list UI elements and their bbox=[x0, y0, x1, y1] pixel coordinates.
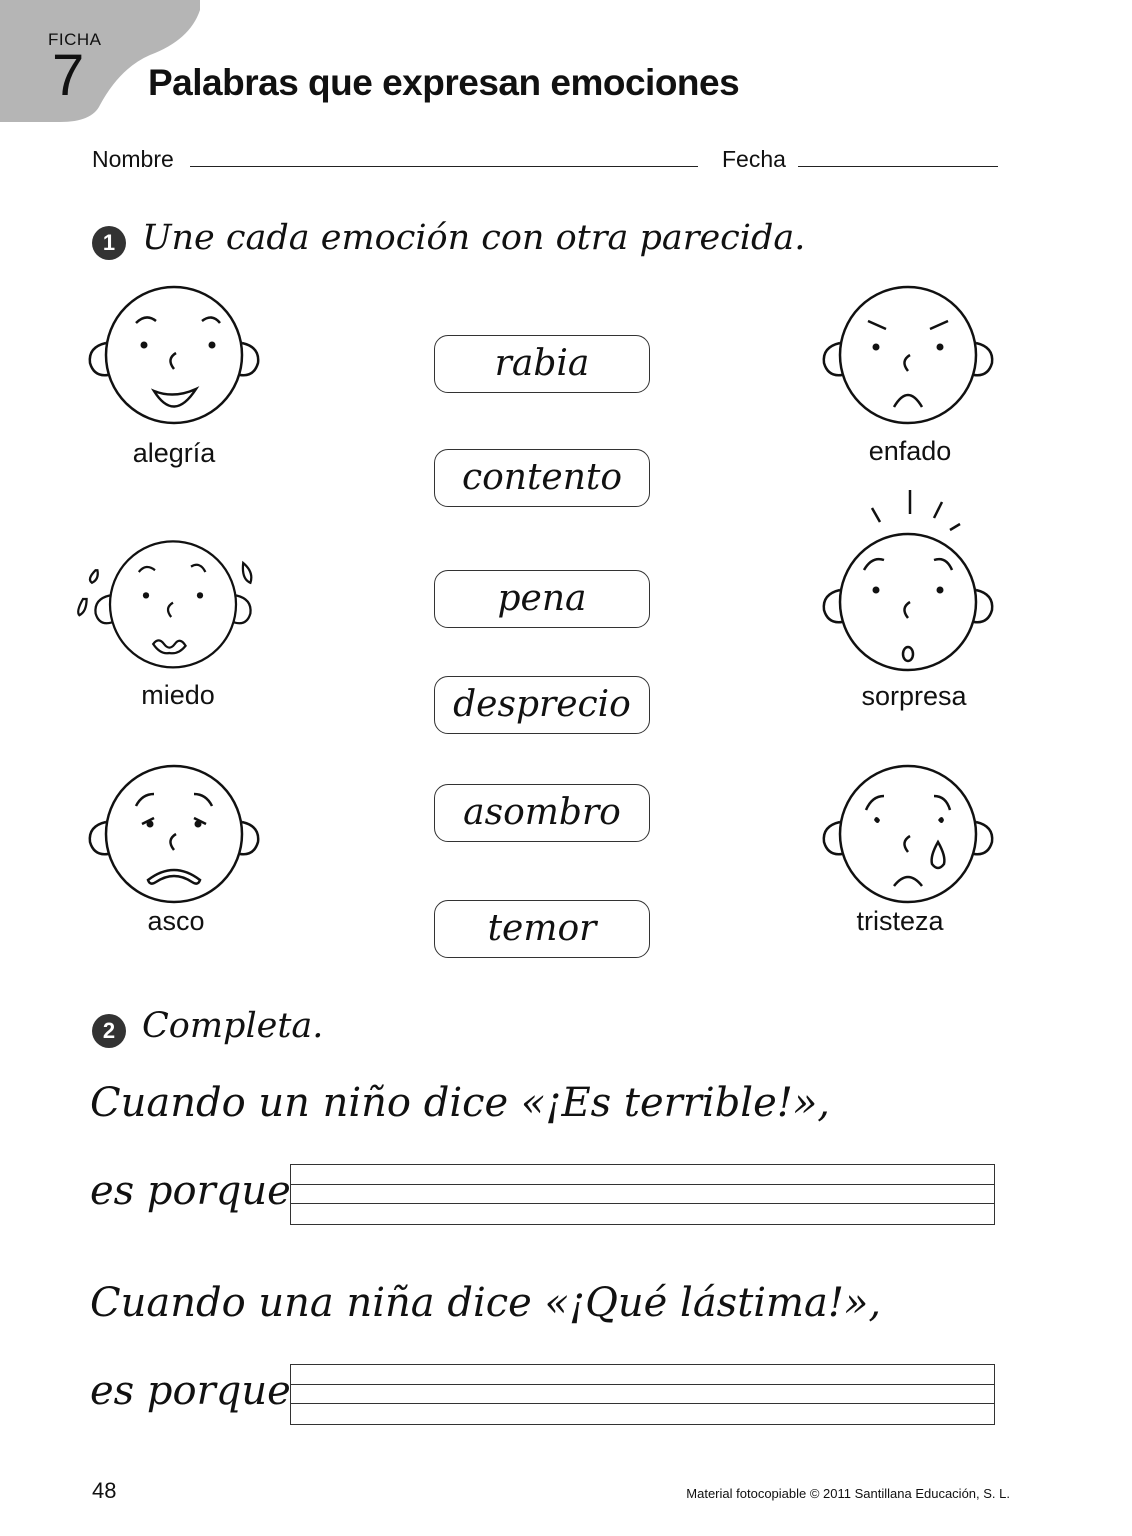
porque-label-1: es porque bbox=[90, 1168, 291, 1214]
exercise-1-number: 1 bbox=[92, 226, 126, 260]
face-label-alegria: alegría bbox=[132, 438, 216, 468]
word-box-asombro[interactable]: asombro bbox=[434, 784, 650, 842]
angry-face-icon bbox=[818, 283, 998, 443]
scared-face-icon bbox=[74, 528, 254, 688]
ficha-number: 7 bbox=[52, 43, 85, 108]
exercise-1-instruction: Une cada emoción con otra parecida. bbox=[142, 218, 806, 258]
face-label-tristeza: tristeza bbox=[856, 906, 944, 936]
page-number: 48 bbox=[92, 1478, 117, 1503]
word-box-pena[interactable]: pena bbox=[434, 570, 650, 628]
answer-lines-2[interactable] bbox=[290, 1364, 995, 1425]
word-box-contento[interactable]: contento bbox=[434, 449, 650, 507]
copyright-footer: Material fotocopiable © 2011 Santillana Educación, S. L. bbox=[686, 1486, 1010, 1501]
happy-face-icon bbox=[84, 283, 264, 443]
disgust-face-icon bbox=[84, 760, 264, 920]
face-label-enfado: enfado bbox=[868, 436, 952, 466]
face-label-asco: asco bbox=[147, 906, 205, 936]
nombre-label: Nombre bbox=[92, 146, 174, 172]
exercise-2-instruction: Completa. bbox=[142, 1006, 324, 1046]
porque-label-2: es porque bbox=[90, 1368, 291, 1414]
word-box-temor[interactable]: temor bbox=[434, 900, 650, 958]
sad-face-icon bbox=[818, 760, 998, 920]
exercise-2-number: 2 bbox=[92, 1014, 126, 1048]
ficha-label: FICHA bbox=[48, 30, 102, 49]
sentence-1: Cuando un niño dice «¡Es terrible!», bbox=[90, 1080, 831, 1126]
fecha-field[interactable] bbox=[798, 166, 998, 167]
sentence-2: Cuando una niña dice «¡Qué lástima!», bbox=[90, 1280, 882, 1326]
nombre-field[interactable] bbox=[190, 166, 698, 167]
word-box-desprecio[interactable]: desprecio bbox=[434, 676, 650, 734]
answer-lines-1[interactable] bbox=[290, 1164, 995, 1225]
page-title: Palabras que expresan emociones bbox=[148, 62, 740, 103]
fecha-label: Fecha bbox=[722, 146, 786, 172]
word-box-rabia[interactable]: rabia bbox=[434, 335, 650, 393]
surprised-face-icon bbox=[818, 486, 998, 676]
face-label-sorpresa: sorpresa bbox=[861, 681, 967, 711]
face-label-miedo: miedo bbox=[141, 680, 215, 710]
